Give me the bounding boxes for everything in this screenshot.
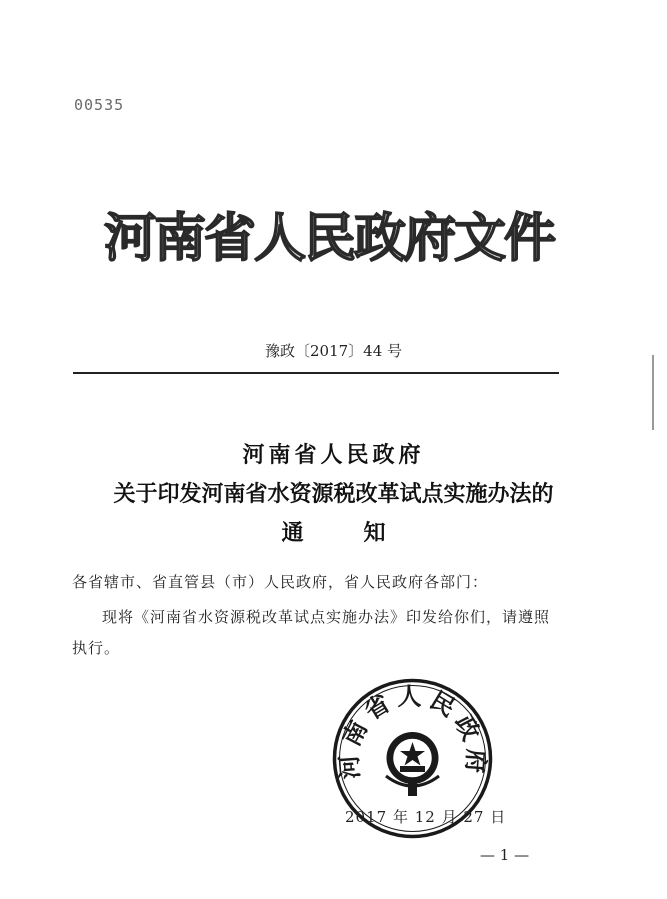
title-subject: 关于印发河南省水资源税改革试点实施办法的 (113, 481, 554, 507)
seal-text: 河南省人民政府 (333, 681, 492, 781)
salutation: 各省辖市、省直管县（市）人民政府，省人民政府各部门： (72, 573, 489, 591)
title-notice-char-1: 通 (281, 520, 304, 546)
body-paragraph: 现将《河南省水资源税改革试点实施办法》印发给你们，请遵照执行。 (72, 608, 551, 657)
title-issuer: 河南省人民政府 (242, 442, 425, 468)
page-number: — 1 — (480, 846, 530, 864)
document-masthead: 河南省人民政府文件 (104, 209, 555, 269)
document-number: 豫政〔2017〕44 号 (264, 342, 403, 360)
title-notice-char-2: 知 (363, 520, 386, 546)
title-notice (0, 516, 667, 547)
archive-number: 00535 (74, 96, 125, 114)
issue-date: 2017 年 12 月 27 日 (345, 808, 507, 826)
header-divider-line (73, 372, 559, 374)
scan-margin-mark (652, 355, 654, 430)
